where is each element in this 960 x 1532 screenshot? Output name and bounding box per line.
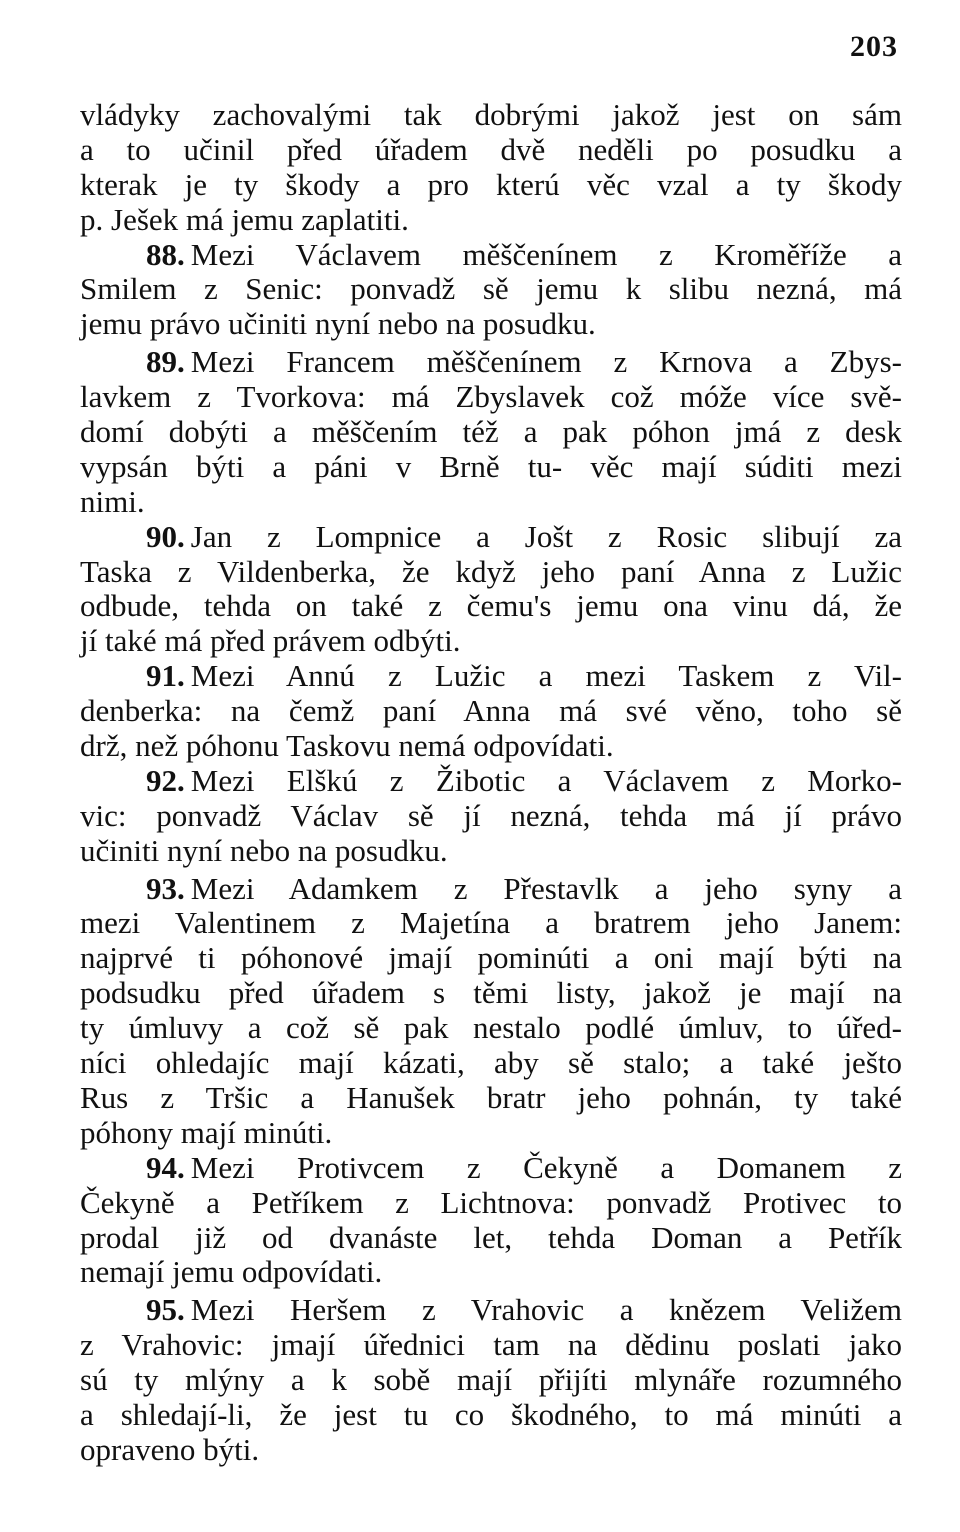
text-line <box>80 1046 902 1081</box>
line-text: jí také má před právem odbýti. <box>80 623 461 659</box>
line-text: Mezi Protivcem z Čekyně a Domanem z <box>190 1149 902 1185</box>
text-line <box>80 1433 902 1468</box>
line-text: nemají jemu odpovídati. <box>80 1254 383 1290</box>
text-line <box>80 1255 902 1290</box>
line-text: Mezi Heršem z Vrahovic a knězem Veližem <box>190 1292 902 1328</box>
text-line <box>80 1116 902 1151</box>
text-line <box>80 555 902 590</box>
text-line <box>80 203 902 238</box>
line-text: lavkem z Tvorkova: má Zbyslavek což móže více svě- <box>80 379 902 415</box>
text-line <box>80 624 902 659</box>
line-text: vládyky zachovalými tak dobrými jakož jest on sám <box>80 97 902 132</box>
section-number: 94. <box>146 1149 185 1185</box>
section-number: 89. <box>146 344 185 380</box>
text-line <box>80 976 902 1011</box>
text-line <box>80 729 902 764</box>
text-line <box>80 133 902 168</box>
line-text: ty úmluvy a což sě pak nestalo podlé úmluv, to úřed- <box>80 1010 902 1046</box>
line-text: a to učinil před úřadem dvě neděli po posudku a <box>80 131 902 167</box>
body-text <box>80 98 902 1468</box>
line-text: p. Ješek má jemu zaplatiti. <box>80 201 409 237</box>
line-text: vypsán býti a páni v Brně tu- věc mají súditi mezi <box>80 448 902 484</box>
text-line <box>80 98 902 133</box>
text-line <box>80 941 902 976</box>
section-number: 88. <box>146 236 185 272</box>
text-line <box>80 272 902 307</box>
line-text: drž, než póhonu Taskovu nemá odpovídati. <box>80 728 614 764</box>
line-text: z Vrahovic: jmají úřednici tam na dědinu poslati jako <box>80 1327 902 1363</box>
line-text: sú ty mlýny a k sobě mají přijíti mlynáře rozumného <box>80 1362 902 1398</box>
line-text: Mezi Francem měščenínem z Krnova a Zbys- <box>190 344 902 380</box>
line-text: Čekyně a Petříkem z Lichtnova: ponvadž Protivec to <box>80 1184 902 1220</box>
text-line <box>80 1398 902 1433</box>
line-text: Mezi Václavem měščenínem z Kroměříže a <box>190 236 902 272</box>
line-text: Mezi Adamkem z Přestavlk a jeho syny a <box>190 870 902 906</box>
text-line <box>80 872 902 907</box>
line-text: mezi Valentinem z Majetína a bratrem jeho Janem: <box>80 905 902 941</box>
line-text: domí dobýti a měščením též a pak póhon jmá z desk <box>80 414 902 450</box>
line-text: Jan z Lompnice a Jošt z Rosic slibují za <box>190 518 902 554</box>
text-line <box>80 1363 902 1398</box>
line-text: Mezi Elškú z Žibotic a Václavem z Morko- <box>190 762 902 798</box>
text-line <box>80 1328 902 1363</box>
text-line <box>80 764 902 799</box>
section-number: 95. <box>146 1292 185 1328</box>
line-text: Rus z Tršic a Hanušek bratr jeho pohnán, ty také <box>80 1079 902 1115</box>
text-line <box>80 485 902 520</box>
text-line <box>80 834 902 869</box>
page-number: 203 <box>850 30 898 63</box>
text-line <box>80 1186 902 1221</box>
line-text: opraveno býti. <box>80 1431 260 1467</box>
text-line <box>80 1151 902 1186</box>
line-text: jemu právo učiniti nyní nebo na posudku. <box>80 306 596 342</box>
text-line <box>80 380 902 415</box>
line-text: nimi. <box>80 483 145 519</box>
text-line <box>80 1081 902 1116</box>
section-number: 93. <box>146 870 185 906</box>
line-text: níci ohledajíc mají kázati, aby sě stalo; a také ješto <box>80 1045 902 1081</box>
section-number: 91. <box>146 658 185 694</box>
line-text: póhony mají minúti. <box>80 1114 333 1150</box>
line-text: denberka: na čemž paní Anna má své věno, toho sě <box>80 693 902 729</box>
text-line <box>80 307 902 342</box>
text-line <box>80 520 902 555</box>
text-line <box>80 589 902 624</box>
line-text: Taska z Vildenberka, že když jeho paní Anna z Lužic <box>80 553 902 589</box>
section-number: 90. <box>146 518 185 554</box>
line-text: a shledají-li, že jest tu co škodného, to má minúti a <box>80 1396 902 1432</box>
text-line <box>80 799 902 834</box>
section-number: 92. <box>146 762 185 798</box>
line-text: prodal již od dvanáste let, tehda Doman a Petřík <box>80 1219 902 1255</box>
line-text: Mezi Annú z Lužic a mezi Taskem z Vil- <box>190 658 902 694</box>
text-line <box>80 450 902 485</box>
line-text: vic: ponvadž Václav sě jí nezná, tehda má jí právo <box>80 797 902 833</box>
text-line <box>80 1221 902 1256</box>
line-text: odbude, tehda on také z čemu's jemu ona vinu dá, že <box>80 588 902 624</box>
text-line <box>80 415 902 450</box>
text-line <box>80 345 902 380</box>
text-line <box>80 694 902 729</box>
line-text: podsudku před úřadem s těmi listy, jakož je mají na <box>80 975 902 1011</box>
text-line <box>80 1011 902 1046</box>
line-text: Smilem z Senic: ponvadž sě jemu k slibu nezná, má <box>80 271 902 307</box>
text-line <box>80 906 902 941</box>
text-line <box>80 1293 902 1328</box>
text-line <box>80 238 902 273</box>
line-text: kterak je ty škody a pro kterú věc vzal a ty škody <box>80 166 902 202</box>
line-text: najprvé ti póhonové jmají pominúti a oni mají býti na <box>80 940 902 976</box>
line-text: učiniti nyní nebo na posudku. <box>80 832 448 868</box>
text-line <box>80 659 902 694</box>
text-line <box>80 168 902 203</box>
